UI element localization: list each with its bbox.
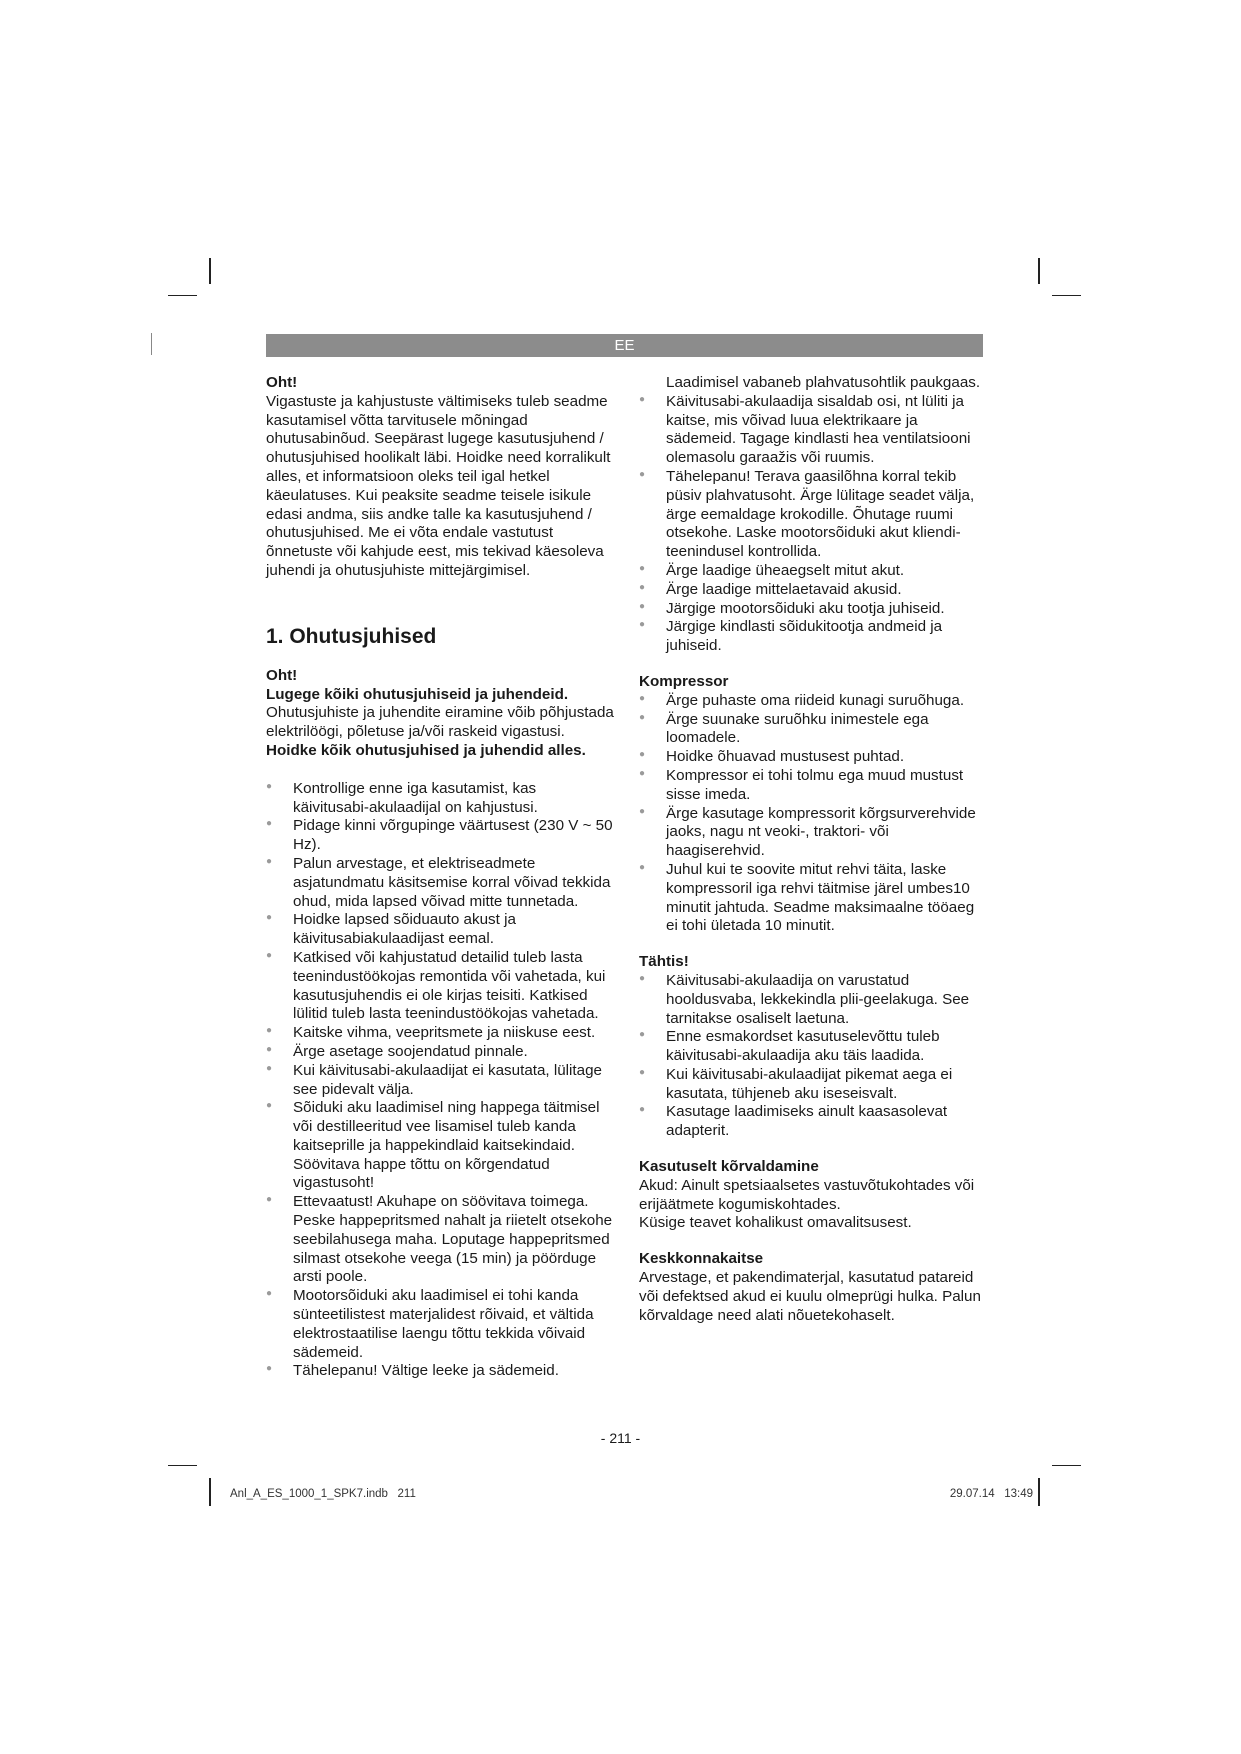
- environment-heading: Keskkonnakaitse: [639, 1250, 764, 1268]
- intro-text: Vigastuste ja kahjustuste vältimiseks tuleb seadme kasutamisel võtta tarvitusele mõningad ohutusabinõud. Seepärast lugege kasutusjuhend / ohutusjuhised hoolikalt läbi. Hoidke need korralikult alles, et informatsioon oleks teil igal hetkel käeulatuses. Kui peaksite seadme teisele isikule edasi andma, siis andke talle ka kasutusjuhend / ohutusjuhised. Me ei võta endale vastutust õnnetuste või kahjude eest, mis tekivad käesoleva juhendi ja ohutusjuhiste mittejärgimisel.: [266, 392, 611, 579]
- list-item: ● Pidage kinni võrgupinge väärtusest (230 V ~ 50 Hz).: [266, 817, 616, 855]
- list-item: ● Kasutage laadimiseks ainult kaasasolevat adapterit.: [639, 1103, 985, 1141]
- list-item: ● Katkised või kahjustatud detailid tuleb lasta teenindustöökojas remontida või vahetada, kui kasutusjuhendis ei ole kirjas teisiti. Katkised lülitid tuleb lasta teenindustöökojas vahetada.: [266, 949, 616, 1024]
- continuation-text: Laadimisel vabaneb plahvatusohtlik paukgaas.: [666, 374, 981, 391]
- list-item: ● Tähelepanu! Terava gaasilõhna korral tekib püsiv plahvatusoht. Ärge lülitage seadet välja, ärge eemaldage krokodille. Õhutage ruumi otsekohe. Laske mootorsõiduki akut klienditeenindusel kontrollida.: [639, 468, 985, 562]
- important-heading: Tähtis!: [639, 953, 689, 971]
- section-title: 1. Ohutusjuhised: [266, 624, 437, 648]
- crop-mark: [209, 258, 211, 284]
- left-column: [266, 374, 616, 1381]
- list-item: ● Järgige mootorsõiduki aku tootja juhiseid.: [639, 600, 985, 619]
- list-item: ● Kaitske vihma, veepritsmete ja niiskuse eest.: [266, 1024, 616, 1043]
- crop-mark: [168, 295, 197, 296]
- right-column: [639, 374, 985, 1325]
- crop-mark: [151, 333, 152, 355]
- list-item: ● Ärge puhaste oma riideid kunagi suruõhuga.: [639, 692, 985, 711]
- compressor-heading: Kompressor: [639, 672, 729, 690]
- important-bullet-list: [639, 972, 985, 1141]
- warning-heading: Oht!: [266, 666, 298, 684]
- compressor-bullet-list: [639, 692, 985, 936]
- environment-text: Arvestage, et pakendimaterjal, kasutatud patareid või defektsed akud ei kuulu olmeprügi hulka. Palun kõrvaldage need alati nõuetekohaselt.: [639, 1269, 981, 1324]
- list-item: ● Kui käivitusabi-akulaadijat pikemat aega ei kasutata, tühjeneb aku iseseisvalt.: [639, 1066, 985, 1104]
- list-item: ● Ärge laadige üheaegselt mitut akut.: [639, 562, 985, 581]
- disposal-heading: Kasutuselt kõrvaldamine: [639, 1158, 819, 1176]
- list-item: ● Hoidke lapsed sõiduauto akust ja käivitusabiakulaadijast eemal.: [266, 911, 616, 949]
- list-item: ● Ärge laadige mittelaetavaid akusid.: [639, 581, 985, 600]
- list-item: ● Juhul kui te soovite mitut rehvi täita, laske kompressoril iga rehvi täitmise järel umbes10 minutit jahtuda. Seadme maksimaalne tööaeg ei tohi ületada 10 minutit.: [639, 861, 985, 936]
- crop-mark: [1038, 1478, 1040, 1506]
- disposal-text-2: Küsige teavet kohalikust omavalitsusest.: [639, 1214, 912, 1232]
- print-datetime: 29.07.14 13:49: [949, 1488, 1033, 1500]
- crop-mark: [168, 1465, 197, 1466]
- warning-bold-text-2: Hoidke kõik ohutusjuhised ja juhendid alles.: [266, 741, 586, 759]
- list-item: ● Hoidke õhuavad mustusest puhtad.: [639, 748, 985, 767]
- page-number: - 211 -: [600, 1430, 641, 1446]
- crop-mark: [209, 1478, 211, 1506]
- safety-bullet-list: [266, 780, 616, 1382]
- list-item: ● Ärge suunake suruõhku inimestele ega loomadele.: [639, 711, 985, 749]
- warning-text: Ohutusjuhiste ja juhendite eiramine võib põhjustada elektrilöögi, põletuse ja/või raskeid vigastusi.: [266, 704, 614, 741]
- list-item: ● Järgige kindlasti sõidukitootja andmeid ja juhiseid.: [639, 618, 985, 656]
- list-item: ● Käivitusabi-akulaadija on varustatud hooldusvaba, lekkekindla plii-geelakuga. See tarnitakse osaliselt laetuna.: [639, 972, 985, 1028]
- list-item: ● Palun arvestage, et elektriseadmete asjatundmatu käsitsemise korral võivad tekkida ohud, mida lapsed võivad mitte tunnetada.: [266, 855, 616, 911]
- disposal-text: Akud: Ainult spetsiaalsetes vastuvõtukohtades või erijäätmete kogumiskohtades.: [639, 1176, 975, 1213]
- list-item: ● Ettevaatust! Akuhape on söövitava toimega. Peske happepritsmed nahalt ja riietelt otsekohe seebilahusega maha. Loputage happepritsmed silmast otsekohe veega (15 min) ja pöörduge arsti poole.: [266, 1193, 616, 1287]
- charging-bullet-list: [639, 393, 985, 656]
- list-item: ● Enne esmakordset kasutuselevõttu tuleb käivitusabi-akulaadija aku täis laadida.: [639, 1028, 985, 1066]
- file-info: Anl_A_ES_1000_1_SPK7.indb 211: [230, 1488, 416, 1500]
- list-item: ● Kui käivitusabi-akulaadijat ei kasutata, lülitage see pidevalt välja.: [266, 1062, 616, 1100]
- list-item: ● Kompressor ei tohi tolmu ega muud mustust sisse imeda.: [639, 767, 985, 805]
- list-item: ● Sõiduki aku laadimisel ning happega täitmisel või destilleeritud vee lisamisel tuleb kanda kaitseprille ja happekindlaid kaitsekindaid. Söövitava happe tõttu on kõrgendatud vigastusoht!: [266, 1099, 616, 1193]
- list-item: ● Käivitusabi-akulaadija sisaldab osi, nt lüliti ja kaitse, mis võivad luua elektrikaare ja sädemeid. Tagage kindlasti hea ventilatsiooni olemasolu garaažis või ruumis.: [639, 393, 985, 468]
- crop-mark: [1052, 295, 1081, 296]
- language-header-bar: EE: [266, 334, 983, 357]
- warning-bold-text: Lugege kõiki ohutusjuhiseid ja juhendeid.: [266, 685, 569, 703]
- list-item: ● Ärge kasutage kompressorit kõrgsurverehvide jaoks, nagu nt veoki-, traktori- või haagiserehvid.: [639, 805, 985, 861]
- list-item: ● Mootorsõiduki aku laadimisel ei tohi kanda sünteetilistest materjalidest rõivaid, et vältida elektrostaatilise laengu tõttu tekkida võivaid sädemeid.: [266, 1287, 616, 1362]
- intro-heading: Oht!: [266, 374, 298, 391]
- crop-mark: [1052, 1465, 1081, 1466]
- list-item: ● Ärge asetage soojendatud pinnale.: [266, 1043, 616, 1062]
- crop-mark: [1038, 258, 1040, 284]
- list-item: ● Kontrollige enne iga kasutamist, kas käivitusabi-akulaadijal on kahjustusi.: [266, 780, 616, 818]
- list-item: ● Tähelepanu! Vältige leeke ja sädemeid.: [266, 1362, 616, 1381]
